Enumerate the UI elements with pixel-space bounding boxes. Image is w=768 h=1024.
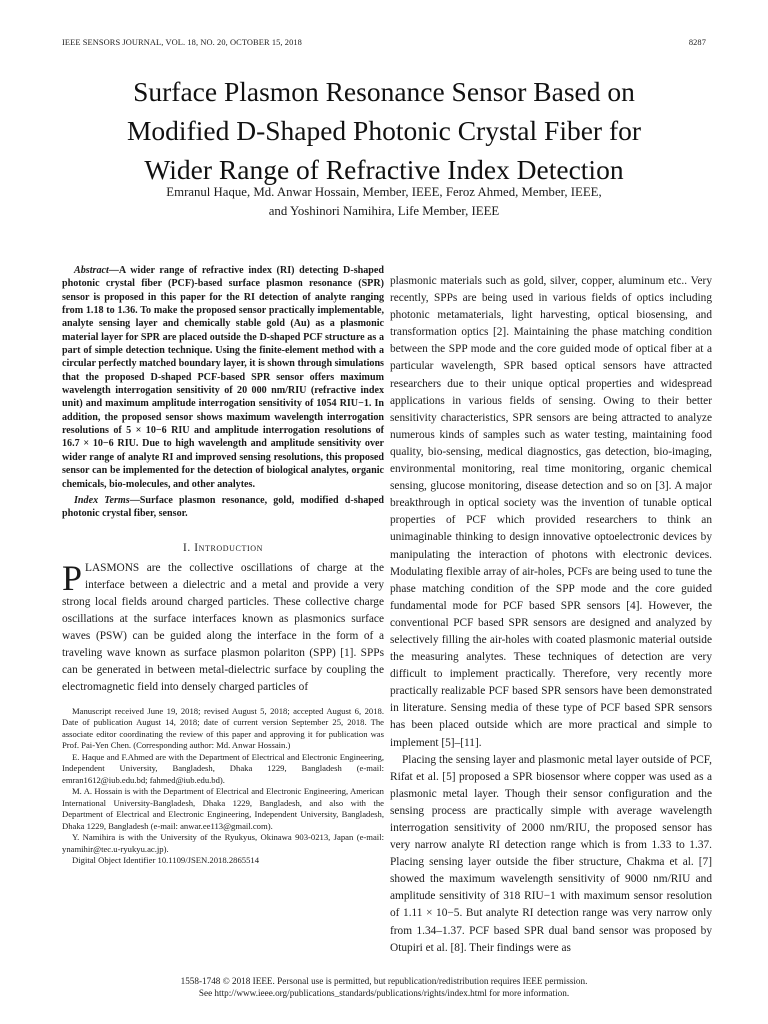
- abstract-label: Abstract: [74, 265, 109, 276]
- author-line: Emranul Haque, Md. Anwar Hossain, Member, IEEE, Feroz Ahmed, Member, IEEE,: [166, 185, 602, 199]
- footnote-manuscript: Manuscript received June 19, 2018; revised August 5, 2018; accepted August 6, 2018. Date of publication August 14, 2018; date of current version September 25, 2018. The associate editor coordinating the review of this paper and approving it for publication was Prof. Pai-Yen Chen. (Corresponding author: Md. Anwar Hossain.): [62, 705, 384, 751]
- copyright-notice: [40, 975, 728, 999]
- footnote-doi: Digital Object Identifier 10.1109/JSEN.2018.2865514: [72, 855, 260, 866]
- intro-first-word: LASMONS: [85, 561, 140, 574]
- drop-cap: P: [62, 557, 83, 598]
- footnotes: [62, 706, 384, 867]
- title-line: Wider Range of Refractive Index Detection: [144, 154, 624, 185]
- right-column: [390, 273, 712, 957]
- page-number: 8287: [688, 38, 706, 47]
- author-list: [60, 183, 708, 221]
- copyright-line: See http://www.ieee.org/publications_standards/publications/rights/index.html for more information.: [198, 988, 570, 998]
- abstract: Abstract—A wider range of refractive index (RI) detecting D-shaped photonic crystal fiber (PCF)-based surface plasmon resonance (SPR) sensor is proposed in this paper for the RI detection of analyte ranging from 1.18 to 1.36. To make the proposed sensor practically implementable, analyte sensing layer and chemically stable gold (Au) as a plasmonic material layer for SPR are placed outside the D-shaped PCF structure as a part of simple detection technique. Using the finite-element method with a circular perfectly matched boundary layer, it is shown through simulations that the proposed D-shaped PCF-based SPR sensor offers maximum wavelength interrogation sensitivity of 20 000 nm/RIU (refractive index unit) and maximum amplitude interrogation sensitivity of 1054 RIU−1. In addition, the proposed sensor shows maximum wavelength interrogation resolutions of 5 × 10−6 RIU and amplitude interrogation resolutions of 16.7 × 10−6 RIU. Due to high wavelength and amplitude sensitivity over wider range of analyte RI and improved sensing resolutions, this proposed sensor can be implemented for the detection of biological analytes, organic chemicals, bio-molecules, and other analytes.: [62, 265, 384, 490]
- intro-text: are the collective oscillations of charge at the interface between a dielectric and a metal and provide a very strong local fields around charged particles. These collective charge oscillations at the surface interfaces known as plasmonics surface waves (PSW) can be guided along the interface in the form of a traveling wave known as surface plasmon polariton (SPP) [1]. SPPs can be generated in between metal-dielectric surface by coupling the electromagnetic field into densely charged particles of: [62, 561, 384, 693]
- abstract-text: A wider range of refractive index (RI) detecting D-shaped photonic crystal fiber (PCF)-based surface plasmon resonance (SPR) sensor is proposed in this paper for the RI detection of analyte ranging from 1.18 to 1.36. To make the proposed sensor practically implementable, analyte sensing layer and chemically stable gold (Au) as a plasmonic material layer for SPR are placed outside the D-shaped PCF structure as a part of simple detection technique. Using the finite-element method with a circular perfectly matched boundary layer, it is shown through simulations that the proposed D-shaped PCF-based SPR sensor offers maximum wavelength interrogation sensitivity of 20 000 nm/RIU (refractive index unit) and maximum amplitude interrogation sensitivity of 1054 RIU−1. In addition, the proposed sensor shows maximum wavelength interrogation resolutions of 5 × 10−6 RIU and amplitude interrogation resolutions of 16.7 × 10−6 RIU. Due to high wavelength and amplitude sensitivity over wider range of analyte RI and improved sensing resolutions, this proposed sensor can be implemented for the detection of biological analytes, organic chemicals, bio-molecules, and other analytes.: [62, 265, 384, 490]
- title-line: Modified D-Shaped Photonic Crystal Fiber for: [126, 115, 642, 146]
- body-paragraph: plasmonic materials such as gold, silver, copper, aluminum etc.. Very recently, SPPs are being used in various fields of optics including photonic metamaterials, light harvesting, optical biosensing, and transformation optics [2]. Maintaining the phase matching condition between the SPP mode and the core guided mode of optical fiber at a particular wavelength, SPR based optical sensors have attracted researchers due to their unique optical properties and widespread applications in various fields of sensing. Owing to their better sensitivity characteristics, SPR sensors are being attracted to analyze numerous kinds of samples such as water testing, maintaining food quality, bio-sensing, medical diagnostics, gas detection, bio-imaging, environmental monitoring, real time monitoring, organic chemical sensing, glucose monitoring, disease detection and so on [3]. A major breakthrough in optical society was the invention of tunable optical properties of PCF which provided researchers to think an unimaginable thinking to design innovative optoelectronic devices by manipulating the interaction of photons with electronic devices. Modulating flexible array of air-holes, PCFs are being used to tune the phase matching condition of the SPP mode and the core guided fundamental mode for PCF based SPR sensors [4]. However, the conventional PCF based SPR sensors are designed and analyzed by selectively filling the air-holes with coated plasmonic material outside the measuring analytes. These techniques of detection are very difficult to implement practically. Therefore, very recently more practically realizable PCF based SPR sensors have been demonstrated in literature. Sensing media of these type of PCF based SPR sensors has been placed outside which are more practical and simple to implement [5]–[11].: [390, 275, 712, 749]
- footnote-affiliation-3: Y. Namihira is with the University of the Ryukyus, Okinawa 903-0213, Japan (e-mail: ynamihir@tec.u-ryukyu.ac.jp).: [62, 832, 384, 854]
- intro-paragraph: [62, 557, 384, 696]
- left-column: [62, 264, 384, 867]
- paper-title: [40, 72, 728, 189]
- title-line: Surface Plasmon Resonance Sensor Based on: [133, 76, 635, 107]
- journal-citation: IEEE SENSORS JOURNAL, VOL. 18, NO. 20, OCTOBER 15, 2018: [62, 38, 302, 47]
- footnote-affiliation-2: M. A. Hossain is with the Department of Electrical and Electronic Engineering, American International University-Bangladesh, Dhaka 1229, Bangladesh, and also with the Department of Electrical and Electronic Engineering, Independent University, Bangladesh, Dhaka 1229, Bangladesh (e-mail: anwar.ee113@gmail.com).: [62, 786, 384, 831]
- running-header: [62, 38, 706, 52]
- copyright-line: 1558-1748 © 2018 IEEE. Personal use is permitted, but republication/redistribution requires IEEE permission.: [180, 976, 588, 986]
- section-heading: I. Introduction: [183, 541, 263, 554]
- index-terms: Index Terms—Surface plasmon resonance, gold, modified d-shaped photonic crystal fiber, sensor.: [62, 494, 384, 520]
- body-paragraph: Placing the sensing layer and plasmonic metal layer outside of PCF, Rifat et al. [5] proposed a SPR biosensor where copper was used as a plasmonic metal layer. Though their sensor configuration and the sensing process are practically simple with average wavelength interrogation sensitivity of 2000 nm/RIU, the proposed sensor has very narrow analyte RI detection range which is from 1.33 to 1.37. Placing sensing layer outside the fiber structure, Chakma et al. [7] showed the maximum wavelength sensitivity of 9000 nm/RIU and amplitude sensitivity of 318 RIU−1 with maximum sensor resolution of 1.11 × 10−5. But analyte RI detection range was very narrow only from 1.34–1.37. PCF based SPR dual band sensor was proposed by Otupiri et al. [8]. Their findings were as: [390, 753, 712, 954]
- index-terms-text: Surface plasmon resonance, gold, modified d-shaped photonic crystal fiber, sensor.: [62, 494, 384, 520]
- author-line: and Yoshinori Namihira, Life Member, IEEE: [268, 204, 500, 218]
- index-terms-label: Index Terms: [74, 494, 130, 506]
- footnote-affiliation-1: E. Haque and F.Ahmed are with the Department of Electrical and Electronic Engineering, Independent University, Bangladesh, Dhaka 1229, Bangladesh (e-mail: emran1612@iub.edu.bd; fahmed@iub.edu.bd).: [62, 751, 384, 785]
